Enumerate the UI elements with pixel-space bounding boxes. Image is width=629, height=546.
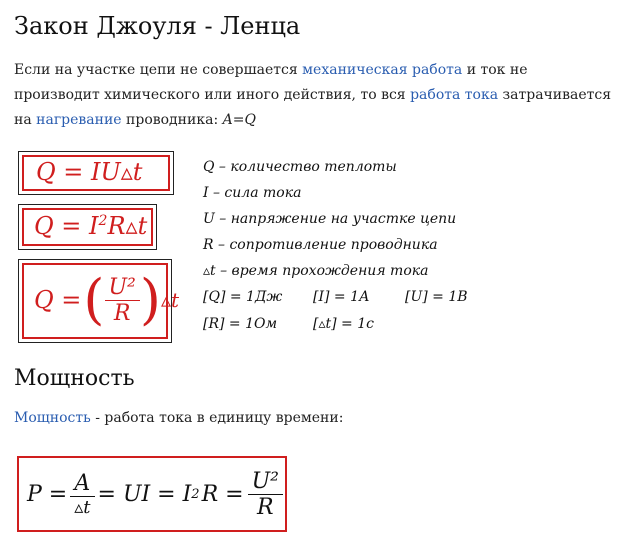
formula-2-part-b: R▵t	[107, 212, 148, 240]
intro-text-2: и ток не производит химического или иного действия, то вся	[14, 62, 528, 103]
link-current-work[interactable]: работа тока	[410, 87, 499, 103]
section-heading-power: Мощность	[14, 366, 135, 391]
formula-box-power	[17, 456, 287, 532]
formula-3-paren-close: )	[139, 268, 161, 331]
intro-formula: A=Q	[222, 112, 256, 128]
formula-3-dt: ▵t	[160, 288, 180, 312]
power-den-1: ▵t	[74, 496, 91, 518]
legend-i: I – сила тока	[203, 185, 302, 201]
power-r: R =	[201, 481, 244, 507]
power-num-1: A	[70, 471, 94, 497]
intro-text-4: проводника:	[121, 112, 223, 128]
formula-box-3	[18, 259, 180, 343]
unit-u: [U] = 1В	[405, 289, 468, 305]
legend-q: Q – количество теплоты	[203, 159, 397, 175]
formula-inner-1	[22, 155, 170, 191]
link-heating[interactable]: нагревание	[36, 112, 122, 128]
formula-2-sup: 2	[98, 213, 108, 229]
unit-i: [I] = 1А	[313, 289, 370, 305]
formula-2-part-a: Q = I	[34, 212, 99, 240]
intro-paragraph	[14, 58, 614, 133]
power-text: - работа тока в единицу времени:	[90, 410, 344, 426]
formula-power	[27, 460, 283, 528]
legend-r: R – сопротивление проводника	[203, 237, 438, 253]
legend-dt: ▵t – время прохождения тока	[203, 263, 429, 279]
formula-3-lhs: Q =	[34, 286, 82, 314]
unit-q: [Q] = 1Дж	[203, 289, 283, 305]
legend-u: U – напряжение на участке цепи	[203, 211, 457, 227]
formula-3-fraction	[105, 275, 140, 326]
link-mechanical-work[interactable]: механическая работа	[302, 62, 463, 78]
formula-3-num: U²	[105, 275, 140, 301]
link-power[interactable]: Мощность	[14, 410, 91, 426]
formula-3-den: R	[113, 300, 131, 326]
formula-inner-2	[22, 208, 153, 246]
power-num-2: U²	[248, 469, 283, 495]
power-den-2: R	[256, 494, 274, 520]
power-paragraph	[14, 410, 343, 426]
power-lhs: P =	[27, 481, 68, 507]
formula-inner-3	[22, 263, 180, 339]
unit-dt: [▵t] = 1с	[313, 316, 374, 332]
formula-box-1	[18, 151, 174, 195]
power-sup: 2	[191, 486, 200, 502]
unit-r: [R] = 1Ом	[203, 316, 278, 332]
page-title: Закон Джоуля - Ленца	[14, 12, 301, 40]
formula-q-iut: Q = IU▵t	[36, 158, 143, 186]
formula-q-i2rt	[34, 212, 147, 240]
power-fraction-2	[248, 469, 283, 520]
formula-3-paren-open: (	[83, 268, 105, 331]
formula-q-u2rt	[34, 268, 180, 331]
intro-text-3: затрачивается на	[14, 87, 612, 128]
power-fraction-1	[70, 471, 94, 518]
formula-box-2	[18, 204, 157, 250]
intro-text-1: Если на участке цепи не совершается	[14, 62, 303, 78]
power-mid: = UI = I	[97, 481, 192, 507]
